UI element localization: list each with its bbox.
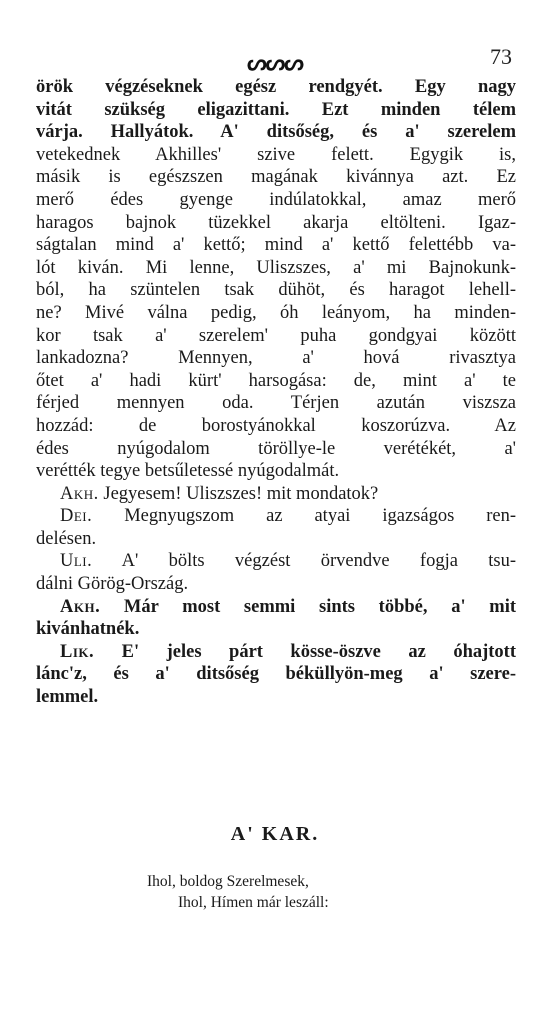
text-line: ból, ha szüntelen tsak dühöt, és haragot lehell- bbox=[36, 280, 516, 301]
page-number: 73 bbox=[490, 44, 512, 69]
dialogue-continuation: delésen. bbox=[36, 528, 97, 549]
dialogue-text: Jegyesem! Uliszszes! mit mondatok? bbox=[103, 483, 379, 504]
speaker-name: Lik. bbox=[60, 641, 95, 662]
dialogue-continuation: dálni Görög-Ország. bbox=[36, 574, 189, 595]
text-line: lankadozna? Mennyen, a' hová rivasztya bbox=[36, 348, 516, 369]
dialogue-line bbox=[36, 505, 516, 528]
text-line: férjed mennyen oda. Térjen azután viszsza bbox=[36, 393, 516, 414]
text-line: lót kiván. Mi lenne, Uliszszes, a' mi Bajnokunk- bbox=[36, 257, 516, 278]
text-line: édes nyúgodalom töröllye-le verétékét, a' bbox=[36, 438, 516, 459]
speaker-name: Uli. bbox=[60, 551, 93, 572]
text-line: ságtalan mind a' kettő; mind a' kettő felettébb va- bbox=[36, 235, 516, 256]
dialogue-continuation: lemmel. bbox=[36, 687, 99, 708]
chorus-heading: A' KAR. bbox=[230, 823, 320, 845]
verse-line: Ihol, Hímen már leszáll: bbox=[178, 894, 329, 911]
text-line: haragos bajnok tüzekkel akarja eltölteni. Igaz- bbox=[36, 212, 516, 233]
dialogue-line bbox=[36, 483, 516, 506]
text-line: örök végzéseknek egész rendgyét. Egy nagy bbox=[36, 77, 516, 97]
dialogue-continuation: lánc'z, és a' ditsőség béküllyön-meg a' szere- bbox=[36, 664, 516, 685]
text-line: őtet a' hadi kürt' harsogása: de, mint a' te bbox=[36, 370, 516, 391]
speaker-name: Akh. bbox=[60, 596, 101, 617]
header-ornament: ᔕᔕᔕ bbox=[247, 50, 303, 76]
main-text bbox=[36, 76, 516, 709]
dialogue-text: Már most semmi sints többé, a' mit bbox=[123, 596, 516, 617]
verse-line: Ihol, boldog Szerelmesek, bbox=[147, 873, 309, 890]
dialogue-line bbox=[36, 550, 516, 573]
text-line: másik is egészszen magának kivánnya azt. Ez bbox=[36, 167, 516, 188]
text-line: verétték tegye betsűletessé nyúgodalmát. bbox=[36, 461, 340, 482]
text-line: kor tsak a' szerelem' puha gondgyai között bbox=[36, 325, 516, 346]
text-line: ne? Mivé válna pedig, óh leányom, ha minden- bbox=[36, 302, 516, 323]
dialogue-line bbox=[36, 596, 516, 619]
dialogue-text: A' bölts végzést örvendve fogja tsu- bbox=[121, 551, 517, 572]
text-line: vetekednek Akhilles' szive felett. Egygik is, bbox=[36, 144, 516, 165]
text-line: hozzád: de borostyánokkal koszorúzva. Az bbox=[36, 415, 516, 436]
dialogue-text: E' jeles párt kösse-öszve az óhajtott bbox=[121, 641, 517, 662]
speaker-name: Dei. bbox=[60, 506, 93, 527]
dialogue-line bbox=[36, 641, 516, 664]
text-line: várja. Hallyátok. A' ditsőség, és a' szerelem bbox=[36, 122, 516, 143]
speaker-name: Akh. bbox=[60, 483, 99, 504]
text-line: merő édes gyenge indúlatokkal, amaz merő bbox=[36, 189, 516, 210]
text-line: vitát szükség eligazittani. Ezt minden télem bbox=[36, 99, 516, 120]
dialogue-text: Megnyugszom az atyai igazságos ren- bbox=[124, 506, 516, 527]
dialogue-continuation: kivánhatnék. bbox=[36, 619, 140, 640]
